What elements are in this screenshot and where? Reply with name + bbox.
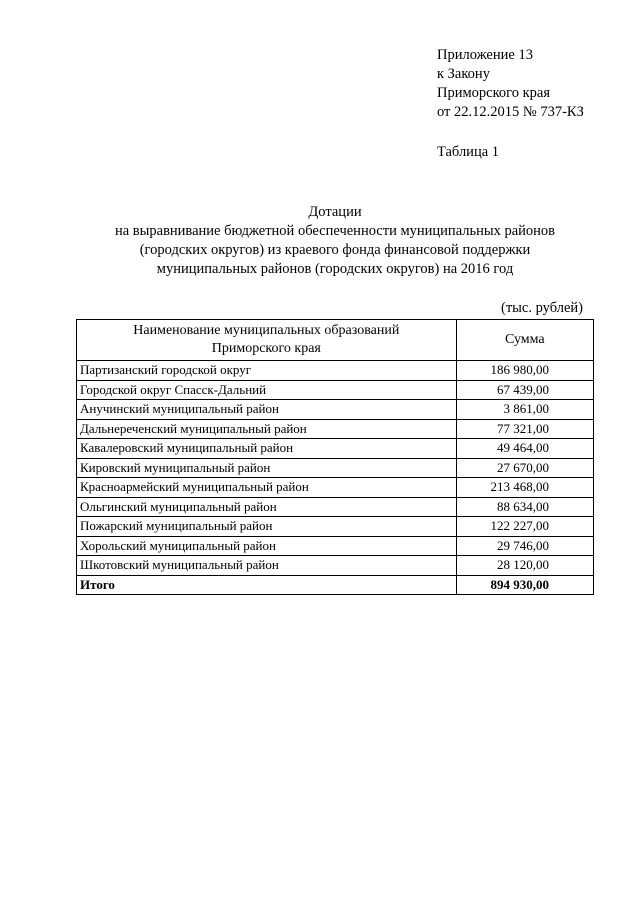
annex-line: к Закону — [437, 66, 490, 82]
annex-line: от 22.12.2015 № 737-КЗ — [437, 104, 584, 120]
row-sum: 77 321,00 — [456, 419, 593, 439]
title-line: (городских округов) из краевого фонда финансовой поддержки — [139, 242, 531, 258]
subsidies-table — [76, 319, 594, 595]
row-sum: 88 634,00 — [456, 497, 593, 517]
table-row — [77, 497, 594, 517]
annex-line: Приложение 13 — [437, 47, 533, 63]
header-name-line: Наименование муниципальных образований — [133, 323, 400, 338]
table-row — [77, 419, 594, 439]
table-row — [77, 400, 594, 420]
table-number: Таблица 1 — [437, 144, 500, 160]
table-row — [77, 361, 594, 381]
row-name: Кавалеровский муниципальный район — [77, 439, 457, 459]
table-row — [77, 458, 594, 478]
row-sum: 122 227,00 — [456, 517, 593, 537]
row-name: Хорольский муниципальный район — [77, 536, 457, 556]
row-name: Кировский муниципальный район — [77, 458, 457, 478]
table-row — [77, 556, 594, 576]
row-name: Красноармейский муниципальный район — [77, 478, 457, 498]
row-sum: 27 670,00 — [456, 458, 593, 478]
row-name: Пожарский муниципальный район — [77, 517, 457, 537]
header-name-line: Приморского края — [211, 341, 321, 356]
units-label: (тыс. рублей) — [501, 300, 583, 316]
row-sum: 3 861,00 — [456, 400, 593, 420]
total-label: Итого — [77, 575, 457, 595]
row-name: Партизанский городской округ — [77, 361, 457, 381]
row-name: Шкотовский муниципальный район — [77, 556, 457, 576]
row-name: Городской округ Спасск-Дальний — [77, 380, 457, 400]
table-row — [77, 536, 594, 556]
row-sum: 49 464,00 — [456, 439, 593, 459]
row-sum: 186 980,00 — [456, 361, 593, 381]
header-sum-cell: Сумма — [456, 320, 593, 361]
annex-line: Приморского края — [437, 85, 551, 101]
row-sum: 213 468,00 — [456, 478, 593, 498]
row-name: Дальнереченский муниципальный район — [77, 419, 457, 439]
table-row — [77, 517, 594, 537]
title-line: Дотации — [308, 204, 362, 220]
row-sum: 28 120,00 — [456, 556, 593, 576]
row-name: Ольгинский муниципальный район — [77, 497, 457, 517]
title-line: на выравнивание бюджетной обеспеченности муниципальных районов — [114, 223, 556, 239]
table-row — [77, 380, 594, 400]
total-sum: 894 930,00 — [456, 575, 593, 595]
annex-block — [437, 46, 584, 122]
document-title — [70, 203, 600, 279]
table-row — [77, 478, 594, 498]
table-header-row — [77, 320, 594, 361]
header-name-cell — [77, 320, 457, 361]
table-total-row — [77, 575, 594, 595]
table-row — [77, 439, 594, 459]
title-line: муниципальных районов (городских округов) на 2016 год — [156, 261, 514, 277]
row-name: Анучинский муниципальный район — [77, 400, 457, 420]
row-sum: 29 746,00 — [456, 536, 593, 556]
row-sum: 67 439,00 — [456, 380, 593, 400]
